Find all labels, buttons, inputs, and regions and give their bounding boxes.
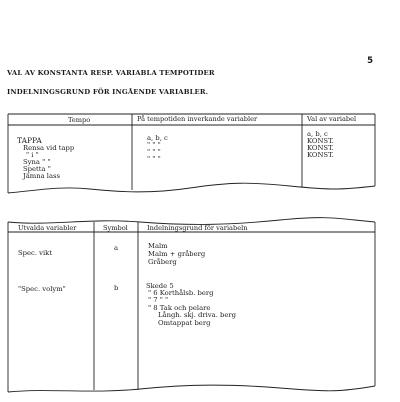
page-number: 5 [367,56,373,66]
row1-basis-3: Gråberg [148,258,177,266]
row2-basis-4: " 8 Tak och pelare [148,304,211,312]
variables-line-1: a, b, c [147,134,168,142]
tempo-spetta: Spetta " [23,165,51,173]
tempo-rensa-i: " i " [26,151,39,159]
table1-header-tempo: Tempo [68,116,91,124]
table2-header-variables: Utvalda variabler [18,224,77,232]
variables-line-3: " " " [147,148,161,156]
row1-basis-2: Malm + gråberg [148,250,206,258]
row1-basis-1: Malm [148,242,168,250]
choice-line-3: KONST. [307,144,334,152]
heading-line-2: INDELNINGSGRUND FÖR INGÅENDE VARIABLER. [7,88,209,96]
row2-symbol: b [114,284,119,292]
tempo-tappa: TAPPA [17,136,42,145]
row2-basis-6: Omtappat berg [158,319,211,327]
tempo-rensa-vid-tapp: Rensa vid tapp [23,144,75,152]
table2-header-basis: Indelningsgrund för variabeln [147,224,248,232]
variables-line-4: " " " [147,155,161,163]
row1-symbol: a [114,244,119,252]
row2-basis-2: " 6 Korthålsb. berg [148,289,214,297]
row1-variable: Spec. vikt [18,249,53,257]
choice-line-2: KONST. [307,137,334,145]
tempo-jamna-lass: Jämna lass [23,172,61,180]
choice-line-1: a, b, c [307,130,328,138]
tempo-syna: Syna " " [23,158,51,166]
row2-basis-5: Långh. skj. driva. berg [158,311,236,319]
table1-header-choice: Val av variabel [307,115,357,123]
table2-header-symbol: Symbol [103,224,128,232]
row2-basis-3: " 7 " " [148,296,169,304]
heading-line-1: VAL AV KONSTANTA RESP. VARIABLA TEMPOTIDER [7,69,215,77]
table1-header-variables: På tempotiden inverkande variabler [137,115,258,123]
row2-variable: "Spec. volym" [18,285,66,293]
row2-basis-1: Skede 5 [146,282,174,290]
choice-line-4: KONST. [307,151,334,159]
variables-line-2: " " " [147,141,161,149]
